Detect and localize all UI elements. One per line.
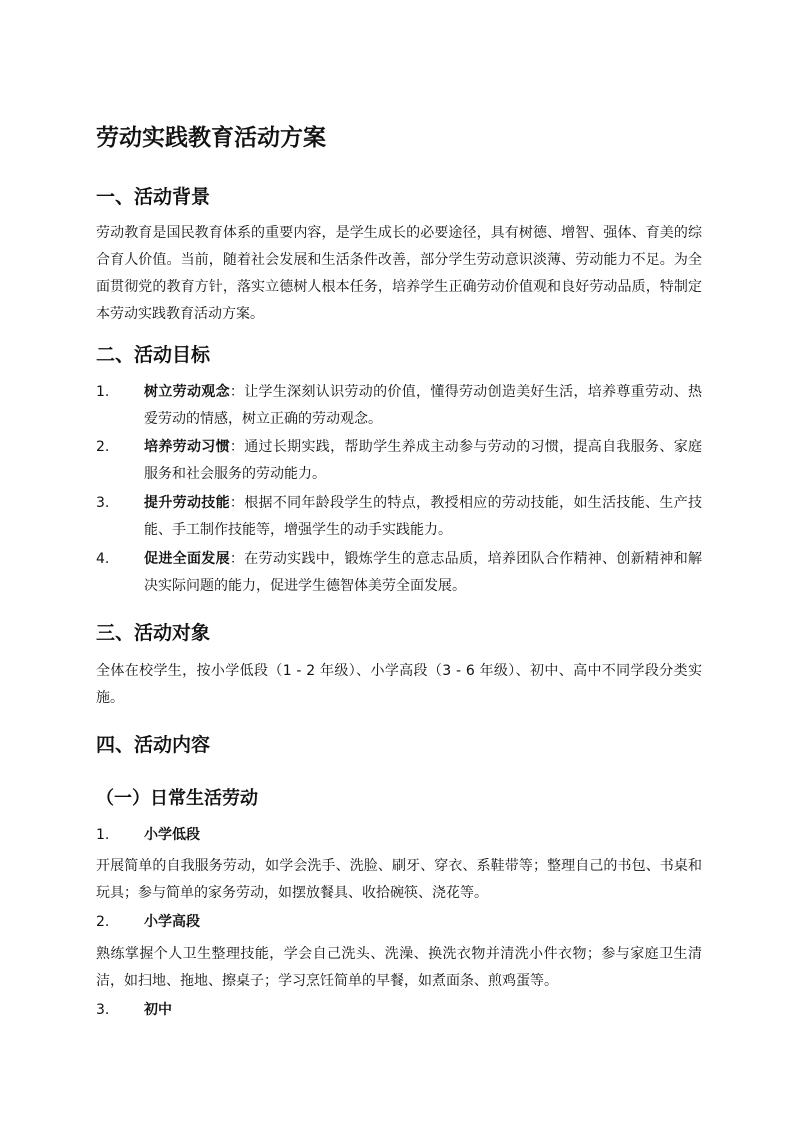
stage-label: 小学高段 [144, 914, 200, 930]
stage-heading [96, 997, 172, 1024]
goal-label: 提升劳动技能 [144, 495, 230, 511]
list-number: 3. [96, 1002, 110, 1018]
stage-heading [96, 822, 200, 849]
goal-list-item [96, 434, 702, 488]
list-number: 1. [96, 384, 110, 400]
audience-paragraph: 全体在校学生，按小学低段（1 - 2 年级）、小学高段（3 - 6 年级）、初中、高中不同学段分类实施。 [96, 663, 702, 706]
list-number: 4. [96, 551, 110, 567]
subsection-heading-daily-labor: （一）日常生活劳动 [96, 788, 258, 809]
goal-text: ：在劳动实践中，锻炼学生的意志品质，培养团队合作精神、创新精神和解决实际问题的能力，促进学生德智体美劳全面发展。 [144, 551, 703, 594]
list-number: 2. [96, 914, 110, 930]
section-heading-background: 一、活动背景 [96, 186, 211, 208]
goal-text: ：根据不同年龄段学生的特点，教授相应的劳动技能，如生活技能、生产技能、手工制作技能等，增强学生的动手实践能力。 [144, 495, 703, 538]
stage-label: 小学低段 [144, 827, 200, 843]
goal-label: 促进全面发展 [144, 551, 230, 567]
goal-text: ：让学生深刻认识劳动的价值，懂得劳动创造美好生活，培养尊重劳动、热爱劳动的情感，树立正确的劳动观念。 [144, 384, 703, 427]
section-heading-audience: 三、活动对象 [96, 622, 211, 644]
background-paragraph: 劳动教育是国民教育体系的重要内容，是学生成长的必要途径，具有树德、增智、强体、育美的综合育人价值。当前，随着社会发展和生活条件改善，部分学生劳动意识淡薄、劳动能力不足。为全面贯彻党的教育方针，落实立德树人根本任务，培养学生正确劳动价值观和良好劳动品质，特制定本劳动实践教育活动方案。 [96, 225, 702, 322]
goal-label: 树立劳动观念 [144, 384, 230, 400]
stage-heading [96, 909, 200, 936]
list-number: 2. [96, 439, 110, 455]
section-heading-content: 四、活动内容 [96, 734, 211, 756]
goal-label: 培养劳动习惯 [144, 439, 230, 455]
goal-list-item [96, 546, 702, 600]
page-title: 劳动实践教育活动方案 [96, 125, 326, 151]
stage-paragraph: 熟练掌握个人卫生整理技能，学会自己洗头、洗澡、换洗衣物并清洗小件衣物；参与家庭卫生清洁，如扫地、拖地、擦桌子；学习烹饪简单的早餐，如煮面条、煎鸡蛋等。 [96, 946, 702, 989]
list-number: 1. [96, 827, 110, 843]
stage-label: 初中 [144, 1002, 172, 1018]
list-number: 3. [96, 495, 110, 511]
goal-list-item [96, 490, 702, 544]
goal-text: ：通过长期实践，帮助学生养成主动参与劳动的习惯，提高自我服务、家庭服务和社会服务的劳动能力。 [144, 439, 703, 482]
stage-paragraph: 开展简单的自我服务劳动，如学会洗手、洗脸、刷牙、穿衣、系鞋带等；整理自己的书包、书桌和玩具；参与简单的家务劳动，如摆放餐具、收拾碗筷、浇花等。 [96, 858, 702, 901]
goal-list-item [96, 379, 702, 433]
section-heading-goals: 二、活动目标 [96, 344, 211, 366]
